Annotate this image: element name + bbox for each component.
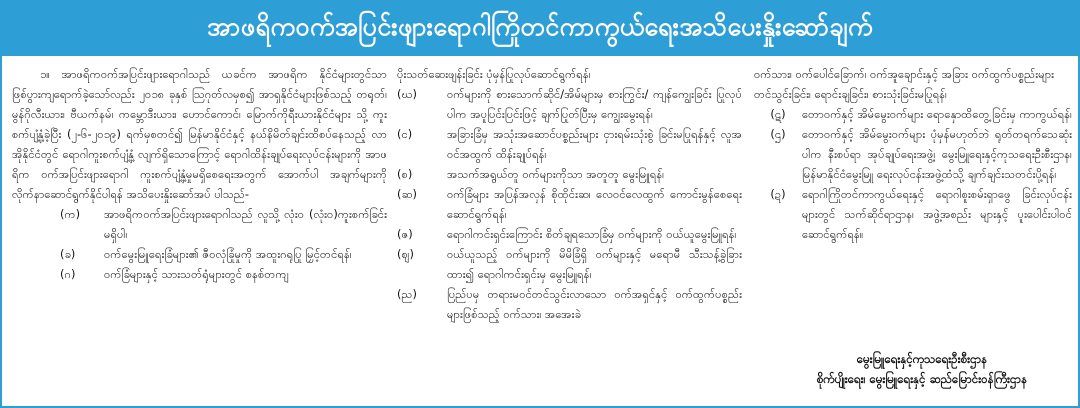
item-number: (ဋ)	[770, 107, 786, 121]
item-number: (ဂ)	[60, 267, 76, 281]
item-text: ဝက်မွေးမြူရေးခြံများ၏ ဇီဝလုံခြုံမှုကို အထူးဂရုပြု မြှင့်တင်ရန်၊	[104, 247, 352, 261]
item-number: (က)	[60, 207, 81, 221]
item-number: (င)	[397, 127, 413, 141]
list-item	[12, 244, 387, 264]
list-item	[397, 84, 742, 124]
item-number: (ဇ)	[397, 227, 413, 241]
item-text: အသက်အရွယ်တူ ဝက်များကိုသာ အတူတူ မွေးမြူရန်၊	[447, 167, 665, 181]
item-text: ဝက်ခြံများနှင့် သားသတ်ရုံများတွင် စနစ်တကျ	[104, 267, 289, 281]
list-item	[754, 184, 1072, 244]
text-column-1	[12, 64, 387, 284]
text-column-3	[754, 64, 1072, 244]
item-number: (ဃ)	[397, 87, 418, 101]
list-item	[754, 124, 1072, 184]
continued-text: ဝက်သား၊ ဝက်ပေါင်ခြောက်၊ ဝက်အူချောင်းနှင့် အခြား ဝက်ထွက်ပစ္စည်းများ တင်သွင်းခြင်း၊ ရောင်းချခြင်း၊ စားသုံးခြင်းမပြုရန်၊	[754, 67, 1055, 101]
signature-block	[772, 349, 1072, 389]
item-text: ဝက်ခြံများ အပြန်အလှန် စိုထိုင်းဆ၊ လေဝင်လေထွက် ကောင်းမွန်စေရေး ဆောင်ရွက်ရန်၊	[447, 187, 742, 221]
paragraph-text: အာဖရိကဝက်အပြင်းဖျားရောဂါသည် ယခင်က အာဖရိက နိုင်ငံများတွင်သာ ဖြစ်ပွားကျရောက်ခဲ့သော်လည်း ၂၀၁၈ ခုနှစ် ဩဂုတ်လမှစ၍ အာရှနိုင်ငံများဖြစ်သည့် တရုတ်၊ မွန်ဂိုလီးယား၊ ဗီယက်နမ်၊ ကမ္ဘောဒီးယား၊ ဟောင်ကောင်၊ မြောက်ကိုရီးယားနိုင်ငံများ သို့ ကူးစက်ပျံ့နှံ့ခဲ့ပြီး (၂-၆-၂၀၁၉) ရက်မှစတင်၍ မြန်မာနိုင်ငံနှင့် နယ်နိမိတ်ချင်းထိစပ်နေသည့် လာအိုနိုင်ငံတွင် ရောဂါကူးစက်ပျံ့နှံ့ လျက်ရှိသောကြောင့် ရောဂါထိန်းချုပ်ရေးလုပ်ငန်းများကို အာဖရိက ဝက်အပြင်းဖျားရောဂါ ကူးစက်ပျံ့နှံ့မှုမရှိစေရေးအတွက် အောက်ပါ အချက်များကို လိုက်နာဆောင်ရွက်နိုင်ပါရန် အသိပေးနှိုးဆော်အပ် ပါသည်-	[12, 67, 387, 201]
item-number: (ဈ)	[397, 247, 414, 261]
item-text: ဝက်များကို စားသောက်ဆိုင်/အိမ်များမှ စားကြွင်း/ ကျန်ကျွေးခြင်း ပြုလုပ်ပါက အပူပြင်းပြင်းဖြင့် ချက်ပြုတ်ပြီးမှ ကျွေးမွေးရန်၊	[447, 87, 742, 121]
item-number: (ည)	[397, 287, 417, 301]
item-number: (စ)	[397, 167, 413, 181]
list-item	[397, 224, 742, 244]
list-item	[397, 164, 742, 184]
item-number: (ဆ)	[397, 187, 417, 201]
list-item	[397, 284, 742, 324]
text-column-2	[397, 64, 742, 324]
list-item	[397, 124, 742, 164]
continued-text: ပိုးသတ်ဆေးဖျန်းခြင်း ပုံမှန်ပြုလုပ်ဆောင်ရွက်ရန်၊	[397, 67, 591, 81]
paragraph-number: ၁။	[40, 67, 50, 81]
list-item	[754, 104, 1072, 124]
item-number: (ဌ)	[770, 127, 786, 141]
item-text: အခြားခြံမှ အသုံးအဆောင်ပစ္စည်းများ ငှားရမ်းသုံးစွဲ ခြင်းမပြုရန်နှင့် လူအဝင်အထွက် ထိန်းချုပ်ရန်၊	[447, 127, 742, 161]
intro-paragraph	[12, 64, 387, 204]
list-item	[12, 264, 387, 284]
department-name: မွေးမြူရေးနှင့်ကုသရေးဦးစီးဌာန	[856, 352, 988, 366]
item-text: တောဝက်နှင့် အိမ်မွေးဝက်များ ပုံမှန်မဟုတ်ဘဲ ရုတ်တရက်သေဆုံးပါက နီးစပ်ရာ အုပ်ချုပ်ရေးအဖွဲ့၊ မွေးမြူရေးနှင့်ကုသရေးဦးစီးဌာန၊ မြန်မာနိုင်ငံမွေးမြူ ရေးလုပ်ငန်းအဖွဲ့ထံသို့ ချက်ချင်းသတင်းပို့ရန်၊	[802, 127, 1072, 181]
list-item	[397, 184, 742, 224]
title-banner	[2, 2, 1078, 56]
item-text: တောဝက်နှင့် အိမ်မွေးဝက်များ ရောနှောထိတွေ့ခြင်းမှ ကာကွယ်ရန်၊	[802, 107, 1072, 121]
list-item	[12, 204, 387, 244]
item-text: ရောဂါကင်းရှင်းကြောင်း စိတ်ချရသောခြံမှ ဝက်များကို ဝယ်ယူမွေးမြူရန်၊	[447, 227, 737, 241]
ministry-name: စိုက်ပျိုးရေး၊ မွေးမြူရေးနှင့် ဆည်မြောင်းဝန်ကြီးဌာန	[816, 372, 1028, 386]
item-text: ဝယ်ယူသည့် ဝက်များကို မိမိခြံရှိ ဝက်များနှင့် မရောမီ သီးသန့်ခွဲခြားထား၍ ရောဂါကင်းရှင်းမှ မွေးမြူရန်၊	[447, 247, 742, 281]
item-number: (ဍ)	[770, 187, 786, 201]
item-text: ပြည်ပမှ တရားမဝင်တင်သွင်းလာသော ဝက်အရှင်နှင့် ဝက်ထွက်ပစ္စည်းများဖြစ်သည့် ဝက်သား၊ အအေးခဲ	[447, 287, 742, 321]
item-text: အာဖရိကဝက်အပြင်းဖျားရောဂါသည် လူသို့ လုံးဝ (လုံးဝ)ကူးစက်ခြင်းမရှိပါ၊	[104, 207, 387, 241]
item-text: ရောဂါကြိုတင်ကာကွယ်ရေးနှင့် ရောဂါစူးစမ်းရှာဖွေ ခြင်းလုပ်ငန်းများတွင် သက်ဆိုင်ရာဌာန၊ အဖွဲ့အစည်း များနှင့် ပူးပေါင်းပါဝင်ဆောင်ရွက်ရန်။	[802, 187, 1072, 241]
list-item	[397, 244, 742, 284]
notice-title: အာဖရိကဝက်အပြင်းဖျားရောဂါကြိုတင်ကာကွယ်ရေးအသိပေးနှိုးဆော်ချက်	[207, 11, 873, 41]
item-number: (ခ)	[60, 247, 76, 261]
